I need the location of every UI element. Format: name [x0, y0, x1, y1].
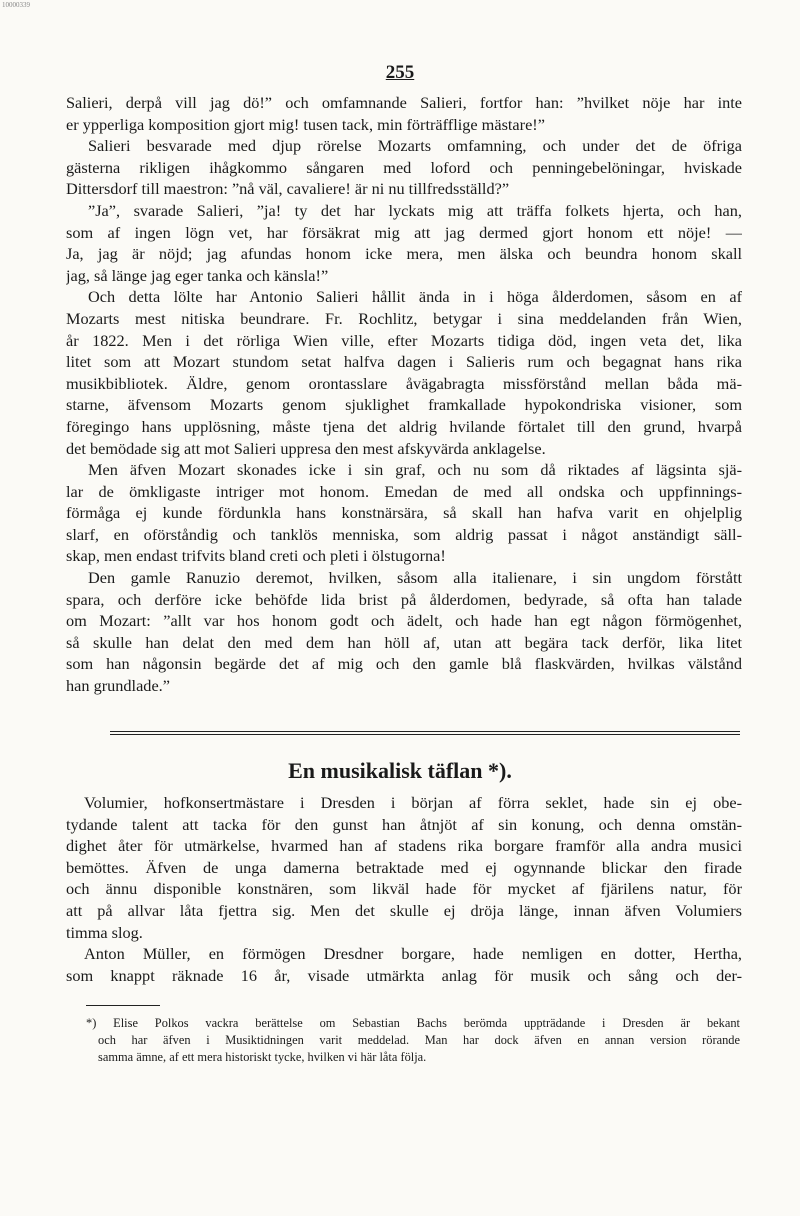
text-line: Salieri besvarade med djup rörelse Mozarts omfamning, och under det de öfriga: [88, 136, 742, 156]
text-line: som han någonsin begärde det af mig och den gamle blå flaskvärden, hvilkas välstånd: [66, 654, 742, 674]
text-line: Anton Müller, en förmögen Dresdner borgare, hade nemligen en dotter, Hertha,: [84, 944, 742, 964]
text-line: och ännu disponible konstnären, som likväl hade för mycket af fjärilens natur, för: [66, 879, 742, 899]
text-line: lar de ömkligaste intriger mot honom. Emedan de med all ondska och uppfinnings-: [66, 481, 742, 501]
text-line: er ypperliga komposition gjort mig! tusen tack, min förträfflige mästare!”: [66, 114, 545, 134]
text-line: tydande talent att tacka för den gunst han åtnjöt af sin konung, och denna omstän-: [66, 814, 742, 834]
main-text-block: [66, 92, 742, 697]
text-line: litet som att Mozart stundom setat halfva dagen i Salieris rum och begagnat hans rika: [66, 352, 742, 372]
text-line: så skulle han delat den med dem han höll af, utan att begära tack derför, lika litet: [66, 632, 742, 652]
footnote: [86, 1015, 740, 1066]
text-line: Och detta lölte har Antonio Salieri hållit ända in i höga ålderdomen, såsom en af: [88, 287, 742, 307]
text-line: slarf, en oförståndig och tanklös menniska, som aldrig passat i något anständigt säll-: [66, 524, 742, 544]
text-line: gästerna rikligen ihågkommo sångaren med loford och penningebelöningar, hviskade: [66, 157, 742, 177]
text-line: Dittersdorf till maestron: ”nå väl, cavaliere! är ni nu tillfredsställd?”: [66, 179, 510, 199]
section-divider: [110, 731, 740, 732]
text-line: Den gamle Ranuzio deremot, hvilken, såsom alla italienare, i sin ungdom förstått: [88, 568, 742, 588]
text-line: jag, så länge jag eger tanka och känsla!”: [66, 265, 329, 285]
page-number: 255: [385, 62, 415, 83]
text-line: bemöttes. Äfven de unga damerna betraktade med ej ogynnande blickar den firade: [66, 857, 742, 877]
text-line: Men äfven Mozart skonades icke i sin graf, och nu som då riktades af lägsinta sjä-: [88, 460, 742, 480]
text-line: som af ingen lögn vet, har försäkrat mig att jag dermed gjort honom ett nöje! —: [66, 222, 742, 242]
text-line: Volumier, hofkonsertmästare i Dresden i början af förra seklet, hade sin ej obe-: [84, 793, 742, 812]
footnote-line: och har äfven i Musiktidningen varit meddelad. Man har dock äfven en annan version rörande: [98, 1033, 740, 1047]
text-line: musikbibliotek. Äldre, genom orontasslare åvägabragta missförstånd mellan båda mä-: [66, 373, 742, 393]
text-line: spara, och derföre icke behöfde lida brist på ålderdomen, bedyrade, så ofta han talade: [66, 589, 742, 609]
text-line: Ja, jag är nöjd; jag afundas honom icke mera, men älska och beundra honom skall: [66, 244, 742, 264]
text-line: Mozarts mest nitiska beundrare. Fr. Rochlitz, betygar i sina meddelanden från Wien,: [66, 308, 742, 328]
text-line: ”Ja”, svarade Salieri, ”ja! ty det har lyckats mig att träffa folkets hjerta, och han,: [88, 200, 742, 220]
text-line: starne, äfvensom Mozarts genom sjuklighet framkallade hypokondriska visioner, som: [66, 395, 742, 415]
text-line: om Mozart: ”allt var hos honom godt och ädelt, och hade han egt någon förmögenhet,: [66, 611, 742, 631]
text-line: dighet åter för utmärkelse, hvarmed han af stadens rika borgare framför alla andra musici: [66, 836, 742, 856]
text-line: Salieri, derpå vill jag dö!” och omfamnande Salieri, fortfor han: ”hvilket nöje har inte: [66, 93, 742, 112]
footnote-rule: [86, 1005, 160, 1006]
section-text-block: [66, 792, 742, 986]
archive-id-mark: 10000339: [2, 1, 30, 9]
footnote-line: *) Elise Polkos vackra berättelse om Sebastian Bachs berömda uppträdande i Dresden är bekant: [86, 1016, 740, 1030]
section-title: En musikalisk täflan *).: [288, 758, 512, 783]
text-line: som knappt räknade 16 år, visade utmärkta anlag för musik och sång och der-: [66, 965, 742, 985]
text-line: timma slog.: [66, 922, 143, 942]
section-divider: [110, 734, 740, 735]
text-line: att på allvar låta fjettra sig. Men det skulle ej dröja länge, innan äfven Volumiers: [66, 900, 742, 920]
footnote-line: samma ämne, af ett mera historiskt tycke, hvilken vi här låta följa.: [98, 1050, 427, 1064]
text-line: det bemödade sig att mot Salieri uppresa den mest afskyvärda anklagelse.: [66, 438, 546, 458]
text-line: år 1822. Men i det rörliga Wien ville, efter Mozarts tidiga död, ingen veta det, lika: [66, 330, 742, 350]
text-line: han grundlade.”: [66, 676, 170, 696]
text-line: föregingo hans upplösning, måste tjena det aldrig hvilande förtalet till den grund, hvarpå: [66, 416, 742, 436]
text-line: förmåga ej kunde fördunkla hans konstnärsära, så skall han hafva varit en ohjelplig: [66, 503, 742, 523]
text-line: skap, men endast trifvits bland creti och pleti i ölstugorna!: [66, 546, 446, 566]
